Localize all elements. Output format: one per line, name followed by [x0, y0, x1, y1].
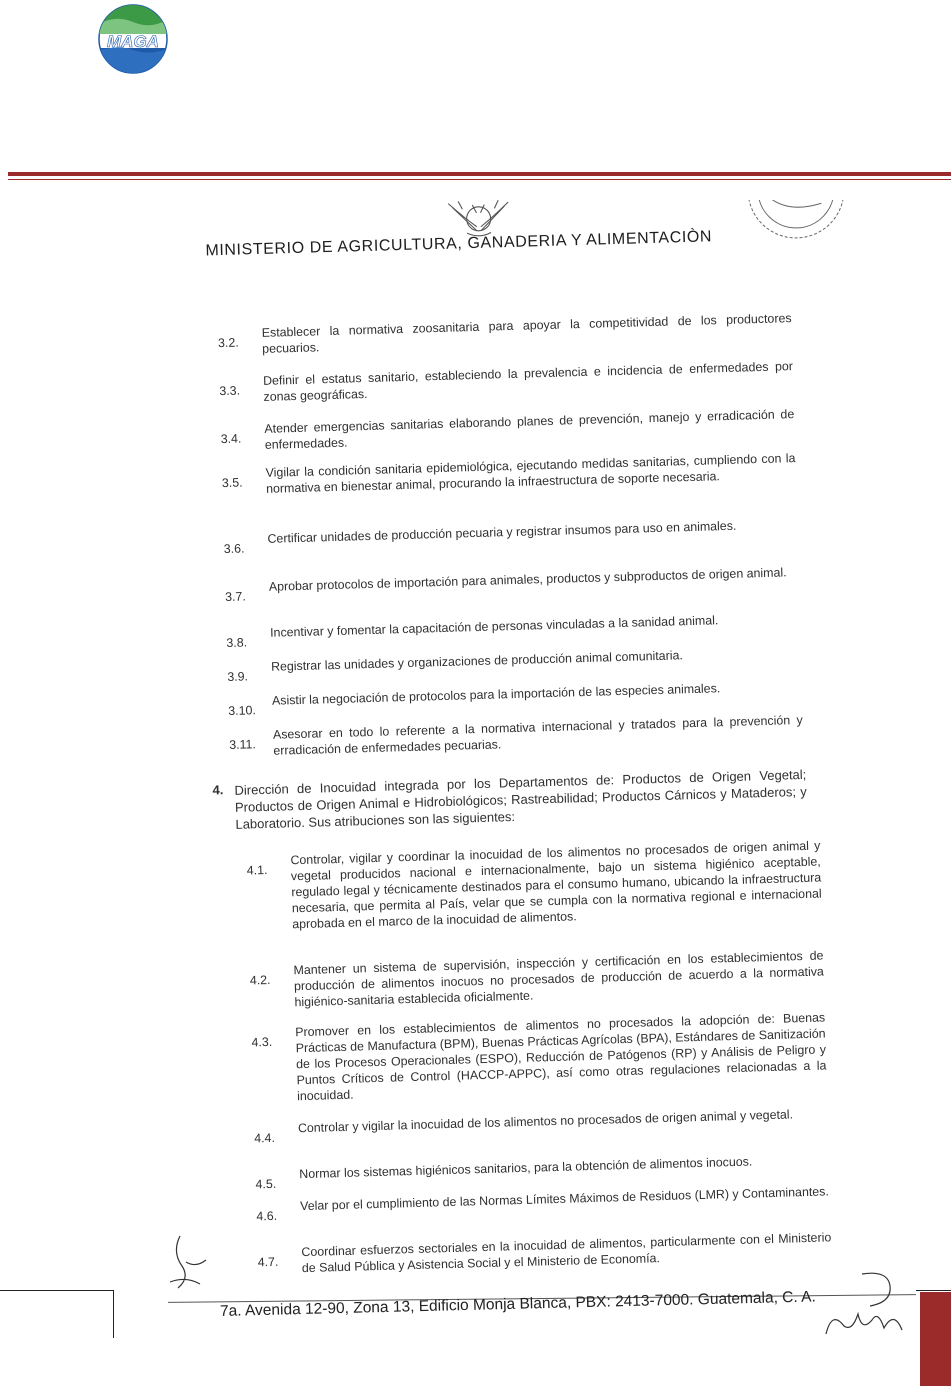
section-4-text: Dirección de Inocuidad integrada por los Departamentos de: Productos de Origen Vegetal; Productos de Origen Animal e Hidrobiológicos; Rastreabilidad; Productos Cárnicos y Mataderos; y Laboratorio. Sus atribuciones son las siguientes: — [234, 766, 807, 832]
item-number: 4.2. — [249, 972, 271, 988]
maga-logo — [96, 4, 170, 74]
item-number: 4.1. — [246, 862, 268, 878]
item-text: Promover en los establecimientos de alimentos no procesados la adopción de: Buenas Prácticas de Manufactura (BPM), Buenas Prácticas Agrícolas (BPA), Estándares de Sanitización de los Procesos Operacionales (ESPO), Reducción de Patógenos (RP) y Análisis de Peligro y Puntos Críticos de Control (HACCP-APPC), así como otras regulaciones relacionadas a la inocuidad. — [295, 1010, 827, 1104]
item-text: Controlar, vigilar y coordinar la inocuidad de los alimentos no procesados de origen animal y vegetal producidos nacional e internacionalmente, bajo un sistema higiénico aceptable, regulado legal y técnicamente destinados para el consumo humano, ubicando la infraestructura necesaria, que permita al País, velar que se cumpla con la normativa regional e internacional aprobada en el marco de la inocuidad de alimentos. — [290, 838, 822, 932]
corner-accent-bar — [920, 1292, 951, 1386]
footer-left-vline — [113, 1290, 114, 1338]
item-text: Registrar las unidades y organizaciones de producción animal comunitaria. — [270, 648, 683, 674]
ministry-title: MINISTERIO DE AGRICULTURA, GANADERIA Y ALIMENTACIÒN — [205, 228, 713, 260]
item-text: Coordinar esfuerzos sectoriales en la inocuidad de alimentos, particularmente con el Ministerio de Salud Pública y Asistencia Social y el Ministerio de Economía. — [301, 1230, 832, 1276]
item-text: Velar por el cumplimiento de las Normas Límites Máximos de Residuos (LMR) y Contaminantes. — [299, 1184, 830, 1214]
item-number: 3.4. — [220, 431, 242, 447]
header-rule — [8, 172, 951, 176]
item-number: 4.7. — [257, 1254, 279, 1270]
item-number: 3.7. — [224, 589, 246, 605]
item-text: Asesorar en todo lo referente a la normativa internacional y tratados para la prevención y erradicación de enfermedades pecuarias. — [272, 712, 803, 758]
item-text: Incentivar y fomentar la capacitación de personas vinculadas a la sanidad animal. — [269, 613, 719, 640]
footer-address: 7a. Avenida 12-90, Zona 13, Edificio Monja Blanca, PBX: 2413-7000. Guatemala, C. A. — [219, 1288, 817, 1320]
signature-mark-right — [818, 1270, 910, 1340]
item-number: 3.10. — [228, 703, 257, 718]
item-text: Asistir la negociación de protocolos para la importación de las especies animales. — [271, 681, 721, 708]
item-text: Definir el estatus sanitario, estableciendo la prevalencia e incidencia de enfermedades por zonas geográficas. — [262, 359, 794, 404]
item-number: 3.8. — [226, 635, 248, 651]
signature-mark — [166, 1232, 212, 1292]
footer-right-line — [916, 1290, 951, 1291]
header-rule-thin — [8, 179, 951, 180]
item-number: 3.2. — [217, 335, 239, 351]
item-text: Normar los sistemas higiénicos sanitarios, para la obtención de alimentos inocuos. — [299, 1154, 753, 1182]
item-number: 4.4. — [254, 1130, 276, 1146]
item-text: Mantener un sistema de supervisión, inspección y certificación en los establecimientos de producción de alimentos inocuos no procesados de producción de acuerdo a la normativa higiénico-sanitaria establecida oficialmente. — [293, 948, 824, 1010]
item-text: Controlar y vigilar la inocuidad de los alimentos no procesados de origen animal y vegetal. — [297, 1107, 794, 1136]
item-number: 3.6. — [223, 541, 245, 557]
scanned-page — [114, 200, 916, 1336]
item-number: 3.11. — [229, 737, 257, 752]
item-number: 4.3. — [251, 1034, 273, 1050]
item-text: Certificar unidades de producción pecuaria y registrar insumos para uso en animales. — [267, 518, 737, 546]
item-text: Aprobar protocolos de importación para animales, productos y subproductos de origen animal. — [268, 565, 787, 594]
item-number: 4.6. — [256, 1208, 278, 1224]
item-text: Vigilar la condición sanitaria epidemiológica, ejecutando medidas sanitarias, cumpliendo con la normativa en bienestar animal, procurando la infraestructura de soporte necesaria. — [265, 451, 796, 496]
item-number: 4.5. — [255, 1176, 277, 1192]
section-4-number: 4. — [212, 782, 224, 798]
logo-text: MAGA — [107, 32, 159, 51]
footer-left-line — [0, 1290, 114, 1291]
item-number: 3.3. — [219, 383, 241, 399]
item-text: Atender emergencias sanitarias elaborando planes de prevención, manejo y erradicación de enfermedades. — [264, 407, 795, 452]
item-text: Establecer la normativa zoosanitaria para apoyar la competitividad de los productores pecuarios. — [261, 311, 792, 356]
item-number: 3.5. — [221, 475, 243, 491]
item-number: 3.9. — [227, 669, 249, 684]
